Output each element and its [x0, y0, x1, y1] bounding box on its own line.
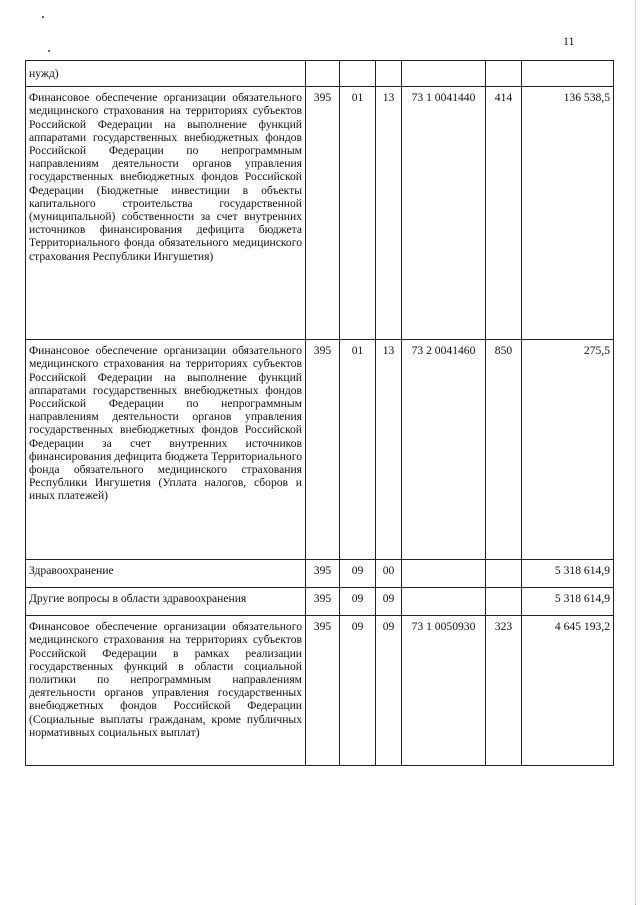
row-grbs: 395: [306, 87, 340, 340]
row-csr: 73 1 0050930: [402, 616, 486, 766]
row-grbs: [306, 61, 340, 87]
row-name: Другие вопросы в области здравоохранения: [26, 588, 306, 616]
row-rz: 09: [340, 588, 376, 616]
row-csr: [402, 61, 486, 87]
table-row: [26, 560, 614, 588]
row-vr: 850: [486, 340, 522, 560]
row-rz: [340, 61, 376, 87]
scan-edge: [635, 0, 637, 905]
row-vr: [486, 61, 522, 87]
row-pr: 00: [376, 560, 402, 588]
row-name: Здравоохранение: [26, 560, 306, 588]
row-name: Финансовое обеспечение организации обязательного медицинского страхования на территориях субъектов Российской Федерации на выполнение функций аппаратами государственных внебюджетных фондов Российской Федерации по непрограммным направлениям деятельности органов управления государственных внебюджетных фондов Российской Федерации (Бюджетные инвестиции в объекты капитального строительства государственной (муниципальной) собственности за счет внутренних источников финансирования дефицита бюджета Территориального фонда обязательного медицинского страхования Республики Ингушетия): [26, 87, 306, 340]
table-row: [26, 588, 614, 616]
row-rz: 09: [340, 616, 376, 766]
row-pr: 13: [376, 87, 402, 340]
budget-table: [25, 60, 614, 766]
row-csr: [402, 560, 486, 588]
row-csr: [402, 588, 486, 616]
row-name: Финансовое обеспечение организации обязательного медицинского страхования на территориях субъектов Российской Федерации на выполнение функций аппаратами государственных внебюджетных фондов Российской Федерации по непрограммным направлениям деятельности органов управления государственных внебюджетных фондов Российской Федерации за счет внутренних источников финансирования дефицита бюджета Территориального фонда обязательного медицинского страхования Республики Ингушетия (Уплата налогов, сборов и иных платежей): [26, 340, 306, 560]
row-sum: 4 645 193,2: [522, 616, 614, 766]
row-rz: 01: [340, 87, 376, 340]
row-pr: 09: [376, 616, 402, 766]
row-sum: [522, 61, 614, 87]
scan-speck: [48, 50, 50, 52]
row-sum: 275,5: [522, 340, 614, 560]
row-rz: 01: [340, 340, 376, 560]
row-rz: 09: [340, 560, 376, 588]
row-grbs: 395: [306, 616, 340, 766]
row-vr: 414: [486, 87, 522, 340]
row-pr: 13: [376, 340, 402, 560]
row-sum: 136 538,5: [522, 87, 614, 340]
row-csr: 73 2 0041460: [402, 340, 486, 560]
page-number: 11: [563, 34, 575, 48]
table-row: [26, 61, 614, 87]
row-grbs: 395: [306, 340, 340, 560]
table-row: [26, 616, 614, 766]
row-pr: [376, 61, 402, 87]
row-name: Финансовое обеспечение организации обязательного медицинского страхования на территориях субъектов Российской Федерации в рамках реализации государственных функций в области социальной политики по непрограммным направлениям деятельности органов управления государственных внебюджетных фондов Российской Федерации (Социальные выплаты гражданам, кроме публичных нормативных социальных выплат): [26, 616, 306, 766]
row-csr: 73 1 0041440: [402, 87, 486, 340]
row-pr: 09: [376, 588, 402, 616]
row-sum: 5 318 614,9: [522, 588, 614, 616]
row-vr: 323: [486, 616, 522, 766]
row-grbs: 395: [306, 588, 340, 616]
row-vr: [486, 560, 522, 588]
row-vr: [486, 588, 522, 616]
table-row: [26, 340, 614, 560]
row-grbs: 395: [306, 560, 340, 588]
row-name: нужд): [26, 61, 306, 87]
scan-speck: [42, 16, 44, 18]
table-row: [26, 87, 614, 340]
row-sum: 5 318 614,9: [522, 560, 614, 588]
